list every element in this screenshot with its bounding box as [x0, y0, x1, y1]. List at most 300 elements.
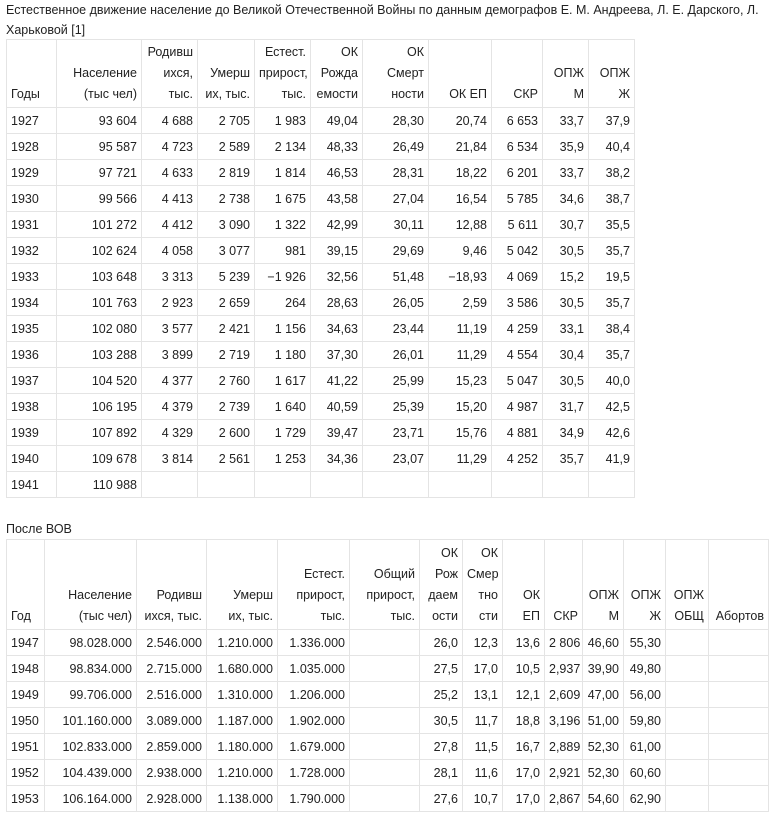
table-cell: 4 688: [142, 108, 198, 134]
column-header-line: ЕП: [522, 609, 540, 623]
table-cell: 17,0: [463, 656, 503, 682]
table-cell: 28,30: [363, 108, 429, 134]
column-header-line: ОПЖ: [588, 588, 619, 602]
table-cell: 2 705: [198, 108, 255, 134]
column-header-line: ОК: [440, 546, 458, 560]
year-cell: 1938: [7, 394, 57, 420]
table-cell: [666, 682, 709, 708]
table-cell: 101.160.000: [45, 708, 137, 734]
year-cell: 1949: [7, 682, 45, 708]
table-cell: 6 534: [492, 134, 543, 160]
year-cell: 1935: [7, 316, 57, 342]
table-cell: 33,7: [543, 108, 589, 134]
table-row: [7, 342, 635, 368]
table-cell: 28,63: [311, 290, 363, 316]
column-header-line: ОК: [340, 45, 358, 59]
table-cell: 38,4: [589, 316, 635, 342]
table-cell: [709, 682, 769, 708]
table-cell: [666, 656, 709, 682]
column-header-line: тыс.: [281, 87, 306, 101]
table-row: [7, 786, 769, 812]
table-cell: [198, 472, 255, 498]
table-cell: 17,0: [503, 760, 545, 786]
column-header-line: тно: [478, 588, 498, 602]
column-header: [583, 540, 624, 630]
column-header-line: прирост,: [296, 588, 345, 602]
table-cell: 35,5: [589, 212, 635, 238]
table-cell: 4 069: [492, 264, 543, 290]
year-cell: 1930: [7, 186, 57, 212]
table-cell: 62,90: [624, 786, 666, 812]
table-cell: 2,609: [545, 682, 583, 708]
table-cell: 93 604: [57, 108, 142, 134]
postwar-population-table: [6, 539, 769, 812]
table-cell: 56,00: [624, 682, 666, 708]
table-cell: 19,5: [589, 264, 635, 290]
table-caption: Естественное движение население до Великой Отечественной Войны по данным демографов Е. М. Андреева, Л. Е. Дарского, Л. Харьковой [1]: [6, 3, 759, 37]
table-cell: 15,2: [543, 264, 589, 290]
table-cell: 11,5: [463, 734, 503, 760]
year-cell: 1948: [7, 656, 45, 682]
table-cell: 1.035.000: [278, 656, 350, 682]
table-cell: 101 272: [57, 212, 142, 238]
column-header: [7, 40, 57, 108]
table-cell: 1 675: [255, 186, 311, 212]
table-cell: 48,33: [311, 134, 363, 160]
table-cell: 52,30: [583, 760, 624, 786]
column-header-line: тыс.: [320, 609, 345, 623]
table-cell: 2,59: [429, 290, 492, 316]
table-cell: 1.210.000: [207, 630, 278, 656]
column-header-line: ОПЖ: [673, 588, 704, 602]
table-cell: 12,1: [503, 682, 545, 708]
column-header-line: ОПЖ: [553, 66, 584, 80]
table-row: [7, 212, 635, 238]
table-cell: 2 760: [198, 368, 255, 394]
table-cell: 98.834.000: [45, 656, 137, 682]
table-cell: 4 633: [142, 160, 198, 186]
table-cell: 2 589: [198, 134, 255, 160]
table-cell: 27,04: [363, 186, 429, 212]
table-cell: [350, 708, 420, 734]
column-header-line: Рожда: [320, 66, 358, 80]
table-cell: 46,60: [583, 630, 624, 656]
table-cell: 35,7: [589, 290, 635, 316]
table-cell: 42,99: [311, 212, 363, 238]
table-cell: 107 892: [57, 420, 142, 446]
column-header: [207, 540, 278, 630]
table-row: [7, 394, 635, 420]
table-cell: 98.028.000: [45, 630, 137, 656]
table-cell: 26,05: [363, 290, 429, 316]
table-cell: 55,30: [624, 630, 666, 656]
year-cell: 1936: [7, 342, 57, 368]
year-cell: 1934: [7, 290, 57, 316]
table-cell: 2,937: [545, 656, 583, 682]
table-cell: 40,0: [589, 368, 635, 394]
table-cell: 42,6: [589, 420, 635, 446]
column-header: [492, 40, 543, 108]
column-header: [666, 540, 709, 630]
table-cell: 264: [255, 290, 311, 316]
table-cell: 40,4: [589, 134, 635, 160]
table-cell: 97 721: [57, 160, 142, 186]
table-row: [7, 186, 635, 212]
table-cell: 1.728.000: [278, 760, 350, 786]
column-header-line: емости: [316, 87, 358, 101]
table-cell: 30,5: [543, 290, 589, 316]
table-cell: 39,47: [311, 420, 363, 446]
column-header-line: М: [608, 609, 619, 623]
table-cell: 1.206.000: [278, 682, 350, 708]
table-cell: 39,90: [583, 656, 624, 682]
table-cell: 49,04: [311, 108, 363, 134]
table-cell: 12,3: [463, 630, 503, 656]
table-cell: 99 566: [57, 186, 142, 212]
table-cell: 2 421: [198, 316, 255, 342]
column-header-line: их, тыс.: [205, 87, 250, 101]
table-cell: 23,44: [363, 316, 429, 342]
table-row: [7, 446, 635, 472]
table-cell: [543, 472, 589, 498]
table-row: [7, 368, 635, 394]
table-cell: 2,921: [545, 760, 583, 786]
year-cell: 1952: [7, 760, 45, 786]
table-cell: 3 313: [142, 264, 198, 290]
table-cell: 11,19: [429, 316, 492, 342]
table-cell: 26,01: [363, 342, 429, 368]
table-cell: [709, 656, 769, 682]
table-cell: 16,54: [429, 186, 492, 212]
table-cell: 39,15: [311, 238, 363, 264]
year-cell: 1950: [7, 708, 45, 734]
table-cell: 2 600: [198, 420, 255, 446]
table-cell: 31,7: [543, 394, 589, 420]
column-header-line: ОК: [480, 546, 498, 560]
table-cell: [666, 630, 709, 656]
table-cell: 3 899: [142, 342, 198, 368]
table-cell: [350, 656, 420, 682]
table-cell: 99.706.000: [45, 682, 137, 708]
table-cell: 34,63: [311, 316, 363, 342]
table-cell: 49,80: [624, 656, 666, 682]
table-row: [7, 630, 769, 656]
table-row: [7, 656, 769, 682]
table-cell: 28,31: [363, 160, 429, 186]
column-header: [363, 40, 429, 108]
table-cell: 34,9: [543, 420, 589, 446]
table-cell: 109 678: [57, 446, 142, 472]
table-cell: 6 201: [492, 160, 543, 186]
table-cell: [350, 760, 420, 786]
table-cell: 9,46: [429, 238, 492, 264]
table-cell: 42,5: [589, 394, 635, 420]
table-cell: 2.715.000: [137, 656, 207, 682]
table-cell: 2 739: [198, 394, 255, 420]
table-cell: 1.680.000: [207, 656, 278, 682]
column-header-line: тыс.: [168, 87, 193, 101]
table-cell: 29,69: [363, 238, 429, 264]
table-cell: 3.089.000: [137, 708, 207, 734]
table-row: [7, 238, 635, 264]
table-cell: 4 058: [142, 238, 198, 264]
table-cell: 2 659: [198, 290, 255, 316]
table-cell: 4 554: [492, 342, 543, 368]
table-row: [7, 264, 635, 290]
table-cell: 1.336.000: [278, 630, 350, 656]
column-header: [503, 540, 545, 630]
table-cell: 101 763: [57, 290, 142, 316]
table-cell: [350, 682, 420, 708]
table-cell: 4 412: [142, 212, 198, 238]
table-row: [7, 682, 769, 708]
table-cell: [363, 472, 429, 498]
table-cell: 2,889: [545, 734, 583, 760]
table-cell: [492, 472, 543, 498]
table-cell: 11,7: [463, 708, 503, 734]
table-cell: 981: [255, 238, 311, 264]
table-cell: 5 239: [198, 264, 255, 290]
table-cell: [709, 630, 769, 656]
table-cell: 4 881: [492, 420, 543, 446]
table-cell: [709, 786, 769, 812]
table-cell: 33,1: [543, 316, 589, 342]
table-cell: 2 561: [198, 446, 255, 472]
column-header-line: Население: [73, 66, 137, 80]
year-cell: 1941: [7, 472, 57, 498]
postwar-caption: После ВОВ: [6, 522, 72, 536]
column-header: [545, 540, 583, 630]
table-cell: 15,23: [429, 368, 492, 394]
column-header: [142, 40, 198, 108]
column-header-line: М: [573, 87, 584, 101]
table-cell: 102 080: [57, 316, 142, 342]
table-cell: 1 180: [255, 342, 311, 368]
column-header-line: прирост,: [259, 66, 308, 80]
table-cell: 43,58: [311, 186, 363, 212]
table-cell: [666, 786, 709, 812]
column-header-line: Смер: [467, 567, 499, 581]
column-header-line: ОК: [522, 588, 540, 602]
table-cell: 16,7: [503, 734, 545, 760]
year-cell: 1953: [7, 786, 45, 812]
table-cell: 23,07: [363, 446, 429, 472]
table-cell: 4 723: [142, 134, 198, 160]
column-header: [137, 540, 207, 630]
column-header: [420, 540, 463, 630]
table-cell: 26,49: [363, 134, 429, 160]
table-cell: 10,5: [503, 656, 545, 682]
table-cell: [709, 708, 769, 734]
table-cell: 1.210.000: [207, 760, 278, 786]
column-header-line: ихся, тыс.: [144, 609, 202, 623]
table-cell: 30,7: [543, 212, 589, 238]
table-row: [7, 472, 635, 498]
table-cell: 2,867: [545, 786, 583, 812]
table-cell: 2.859.000: [137, 734, 207, 760]
table-cell: 3 077: [198, 238, 255, 264]
table-cell: 2 719: [198, 342, 255, 368]
table-cell: 110 988: [57, 472, 142, 498]
table-cell: 37,30: [311, 342, 363, 368]
table-cell: [429, 472, 492, 498]
table-cell: 41,9: [589, 446, 635, 472]
column-header-line: ости: [432, 609, 458, 623]
table-cell: 11,29: [429, 342, 492, 368]
table-cell: 35,9: [543, 134, 589, 160]
year-cell: 1940: [7, 446, 57, 472]
column-header-line: ОПЖ: [599, 66, 630, 80]
column-header: [45, 540, 137, 630]
table-cell: 2.516.000: [137, 682, 207, 708]
column-header: [7, 540, 45, 630]
column-header: [255, 40, 311, 108]
table-cell: [666, 734, 709, 760]
table-cell: 17,0: [503, 786, 545, 812]
table-cell: 3 814: [142, 446, 198, 472]
table-row: [7, 160, 635, 186]
column-header: [589, 40, 635, 108]
table-cell: 3,196: [545, 708, 583, 734]
table-cell: 2 806: [545, 630, 583, 656]
table-cell: 25,39: [363, 394, 429, 420]
table-cell: 4 377: [142, 368, 198, 394]
table-cell: 11,29: [429, 446, 492, 472]
table-cell: 1.679.000: [278, 734, 350, 760]
column-header-line: Естест.: [264, 45, 306, 59]
table-cell: 28,1: [420, 760, 463, 786]
table-cell: [311, 472, 363, 498]
table-cell: 2 819: [198, 160, 255, 186]
column-header-line: ОК: [406, 45, 424, 59]
column-header-line: Родивш: [156, 588, 202, 602]
table-row: [7, 734, 769, 760]
column-header: [350, 540, 420, 630]
table-cell: [255, 472, 311, 498]
table-cell: 1 617: [255, 368, 311, 394]
table-cell: 35,7: [589, 342, 635, 368]
table-cell: 3 577: [142, 316, 198, 342]
table-cell: 47,00: [583, 682, 624, 708]
table-cell: 27,6: [420, 786, 463, 812]
year-cell: 1939: [7, 420, 57, 446]
table-cell: 102 624: [57, 238, 142, 264]
table-cell: [350, 630, 420, 656]
column-header: [429, 40, 492, 108]
table-cell: 1.902.000: [278, 708, 350, 734]
column-header-line: тыс.: [390, 609, 415, 623]
column-header-line: их, тыс.: [228, 609, 273, 623]
table-cell: 106 195: [57, 394, 142, 420]
table-cell: [709, 734, 769, 760]
year-cell: 1929: [7, 160, 57, 186]
table-cell: 41,22: [311, 368, 363, 394]
column-header: [709, 540, 769, 630]
column-header-line: Ж: [618, 87, 630, 101]
column-header: [311, 40, 363, 108]
table-cell: 33,7: [543, 160, 589, 186]
table-cell: [350, 786, 420, 812]
table-cell: 1 156: [255, 316, 311, 342]
table-cell: 37,9: [589, 108, 635, 134]
table-cell: 1.180.000: [207, 734, 278, 760]
table-cell: [666, 760, 709, 786]
column-header: [57, 40, 142, 108]
table-cell: 52,30: [583, 734, 624, 760]
table-cell: 51,48: [363, 264, 429, 290]
column-header-line: ОПЖ: [630, 588, 661, 602]
table-cell: 2 923: [142, 290, 198, 316]
table-cell: 10,7: [463, 786, 503, 812]
table-cell: 40,59: [311, 394, 363, 420]
year-cell: 1931: [7, 212, 57, 238]
table-cell: 46,53: [311, 160, 363, 186]
table-cell: 61,00: [624, 734, 666, 760]
table-cell: 95 587: [57, 134, 142, 160]
year-cell: 1928: [7, 134, 57, 160]
table-cell: −18,93: [429, 264, 492, 290]
table-cell: 13,6: [503, 630, 545, 656]
table-cell: 30,4: [543, 342, 589, 368]
table-row: [7, 708, 769, 734]
table-cell: −1 926: [255, 264, 311, 290]
column-header-line: Годы: [11, 87, 40, 101]
year-cell: 1951: [7, 734, 45, 760]
table-cell: 2.546.000: [137, 630, 207, 656]
column-header: [624, 540, 666, 630]
table-cell: 12,88: [429, 212, 492, 238]
table-cell: 1 253: [255, 446, 311, 472]
table-cell: 18,22: [429, 160, 492, 186]
table-cell: 4 379: [142, 394, 198, 420]
year-cell: 1937: [7, 368, 57, 394]
table-cell: 1.310.000: [207, 682, 278, 708]
column-header-line: Смерт: [387, 66, 424, 80]
table-header-row: [7, 40, 635, 108]
table-cell: 2.938.000: [137, 760, 207, 786]
column-header-line: Общий: [373, 567, 415, 581]
column-header-line: даем: [428, 588, 458, 602]
table-cell: 3 586: [492, 290, 543, 316]
table-cell: 54,60: [583, 786, 624, 812]
table-cell: 30,5: [543, 368, 589, 394]
table-cell: 27,5: [420, 656, 463, 682]
table-cell: 35,7: [589, 238, 635, 264]
table-cell: 4 413: [142, 186, 198, 212]
table-cell: 30,5: [420, 708, 463, 734]
table-cell: 103 288: [57, 342, 142, 368]
table-row: [7, 316, 635, 342]
column-header: [278, 540, 350, 630]
table-cell: 2 134: [255, 134, 311, 160]
column-header-line: Абортов: [715, 609, 764, 623]
column-header-line: СКР: [513, 87, 538, 101]
column-header: [463, 540, 503, 630]
table-cell: 34,36: [311, 446, 363, 472]
table-cell: 25,2: [420, 682, 463, 708]
table-cell: 4 259: [492, 316, 543, 342]
table-row: [7, 108, 635, 134]
column-header-line: Год: [11, 609, 31, 623]
table-cell: 5 785: [492, 186, 543, 212]
table-cell: 2 738: [198, 186, 255, 212]
table-row: [7, 290, 635, 316]
table-cell: 60,60: [624, 760, 666, 786]
table-cell: 27,8: [420, 734, 463, 760]
column-header-line: Умерш: [210, 66, 250, 80]
table-cell: 30,11: [363, 212, 429, 238]
table-cell: 11,6: [463, 760, 503, 786]
